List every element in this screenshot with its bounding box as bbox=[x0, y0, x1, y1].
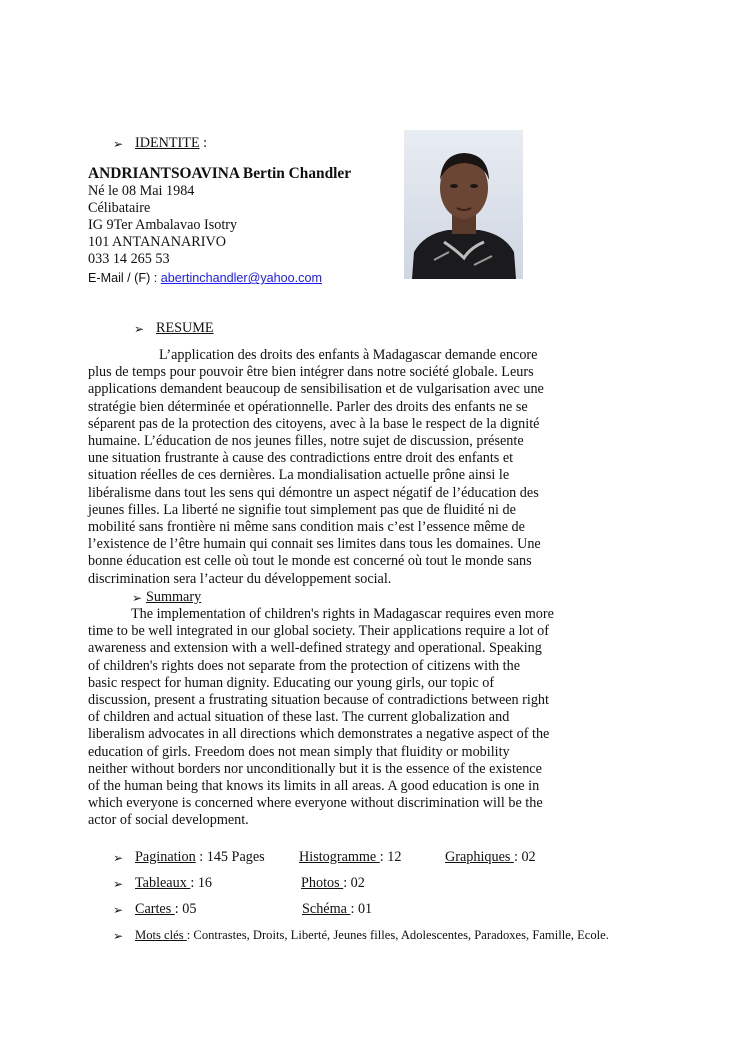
arrow-bullet-icon: ➢ bbox=[113, 137, 124, 151]
summary-line: basic respect for human dignity. Educating our young girls, our topic of bbox=[88, 674, 495, 691]
summary-line: neither without borders nor unconditionally but it is the essence of the existence bbox=[88, 760, 542, 777]
summary-line: liberalism advocates in all directions which demonstrates a negative aspect of the bbox=[88, 726, 550, 743]
graphiques-item: Graphiques : 02 bbox=[445, 849, 536, 865]
summary-line: discussion, present a frustrating situation because of contradictions between right bbox=[88, 692, 549, 709]
cartes-item: Cartes : 05 bbox=[135, 901, 197, 917]
summary-line: education of girls. Freedom does not mean simply that fluidity or mobility bbox=[88, 743, 510, 760]
resume-line: situation réelles de ces dernières. La mondialisation actuelle prône ainsi le bbox=[88, 467, 510, 484]
mots-cles-item: Mots clés : Contrastes, Droits, Liberté, Jeunes filles, Adolescentes, Paradoxes, Famille, Ecole. bbox=[135, 928, 609, 942]
resume-line: plus de temps pour pouvoir être bien intégrer dans notre société globale. Leurs bbox=[88, 364, 534, 381]
tableaux-item: Tableaux : 16 bbox=[135, 875, 213, 891]
arrow-bullet-icon: ➢ bbox=[113, 929, 124, 943]
histogramme-item: Histogramme : 12 bbox=[299, 849, 402, 865]
resume-line: libéralisme dans tout les sens qui démontre un aspect négatif de l’éducation des bbox=[88, 484, 539, 501]
address-line-2: 101 ANTANANARIVO bbox=[88, 234, 226, 250]
address-line-1: IG 9Ter Ambalavao Isotry bbox=[88, 217, 238, 233]
arrow-bullet-icon: ➢ bbox=[132, 591, 143, 605]
summary-line: of the human being that knows its limits in all areas. A good education is one in bbox=[88, 778, 540, 795]
resume-line: jeunes filles. La liberté ne signifie tout simplement pas que de fluidité ni de bbox=[88, 501, 516, 518]
birth-date: Né le 08 Mai 1984 bbox=[88, 183, 195, 199]
arrow-bullet-icon: ➢ bbox=[134, 322, 145, 336]
resume-line: une situation frustrante à cause des contradictions entre droit des enfants et bbox=[88, 450, 514, 467]
resume-heading: RESUME bbox=[156, 320, 214, 336]
resume-line: bonne éducation est celle où tout le monde est concerné où tout le monde sans bbox=[88, 553, 532, 570]
photos-item: Photos : 02 bbox=[301, 875, 365, 891]
marital-status: Célibataire bbox=[88, 200, 151, 216]
summary-line: time to be well integrated in our global society. Their applications require a lot of bbox=[88, 623, 549, 640]
summary-paragraph bbox=[88, 606, 579, 830]
summary-line: actor of social development. bbox=[88, 812, 249, 829]
pagination-item: Pagination : 145 Pages bbox=[135, 849, 265, 865]
summary-line: awareness and extension with a well-defined strategy and operational. Speaking bbox=[88, 640, 542, 657]
summary-line: which everyone is concerned where everyone without discrimination will be the bbox=[88, 795, 543, 812]
resume-line: mobilité sans frontière ni même sans condition mais c’est l’essence même de bbox=[88, 519, 525, 536]
resume-line: stratégie bien déterminée et opérationnelle. Parler des droits des enfants ne se bbox=[88, 398, 528, 415]
resume-line: séparent pas de la protection des citoyens, avec à la base le respect de la dignité bbox=[88, 415, 540, 432]
summary-heading: Summary bbox=[146, 589, 202, 605]
phone-number: 033 14 265 53 bbox=[88, 251, 170, 267]
resume-line: humaine. L’éducation de nos jeunes filles, notre sujet de discussion, présente bbox=[88, 433, 524, 450]
arrow-bullet-icon: ➢ bbox=[113, 903, 124, 917]
resume-paragraph bbox=[88, 347, 579, 588]
profile-photo bbox=[404, 130, 523, 279]
summary-line: The implementation of children's rights in Madagascar requires even more bbox=[131, 606, 554, 622]
resume-line: L’application des droits des enfants à Madagascar demande encore bbox=[159, 347, 538, 363]
email-line: E-Mail / (F) : abertinchandler@yahoo.com bbox=[88, 271, 322, 285]
summary-line: of children and actual situation of these last. The current globalization and bbox=[88, 709, 510, 726]
resume-line: l’existence de l’être humain qui connait ses limites dans tous les domaines. Une bbox=[88, 536, 541, 553]
identite-heading: IDENTITE : bbox=[135, 135, 208, 151]
arrow-bullet-icon: ➢ bbox=[113, 851, 124, 865]
resume-line: applications demandent beaucoup de sensibilisation et de vulgarisation avec une bbox=[88, 381, 544, 398]
schema-item: Schéma : 01 bbox=[302, 901, 373, 917]
arrow-bullet-icon: ➢ bbox=[113, 877, 124, 891]
email-link[interactable]: abertinchandler@yahoo.com bbox=[160, 271, 322, 285]
resume-line: discrimination sera l’acteur du développement social. bbox=[88, 570, 392, 587]
person-name: ANDRIANTSOAVINA Bertin Chandler bbox=[88, 165, 352, 182]
summary-line: of children's rights does not separate from the protection of citizens with the bbox=[88, 657, 520, 674]
